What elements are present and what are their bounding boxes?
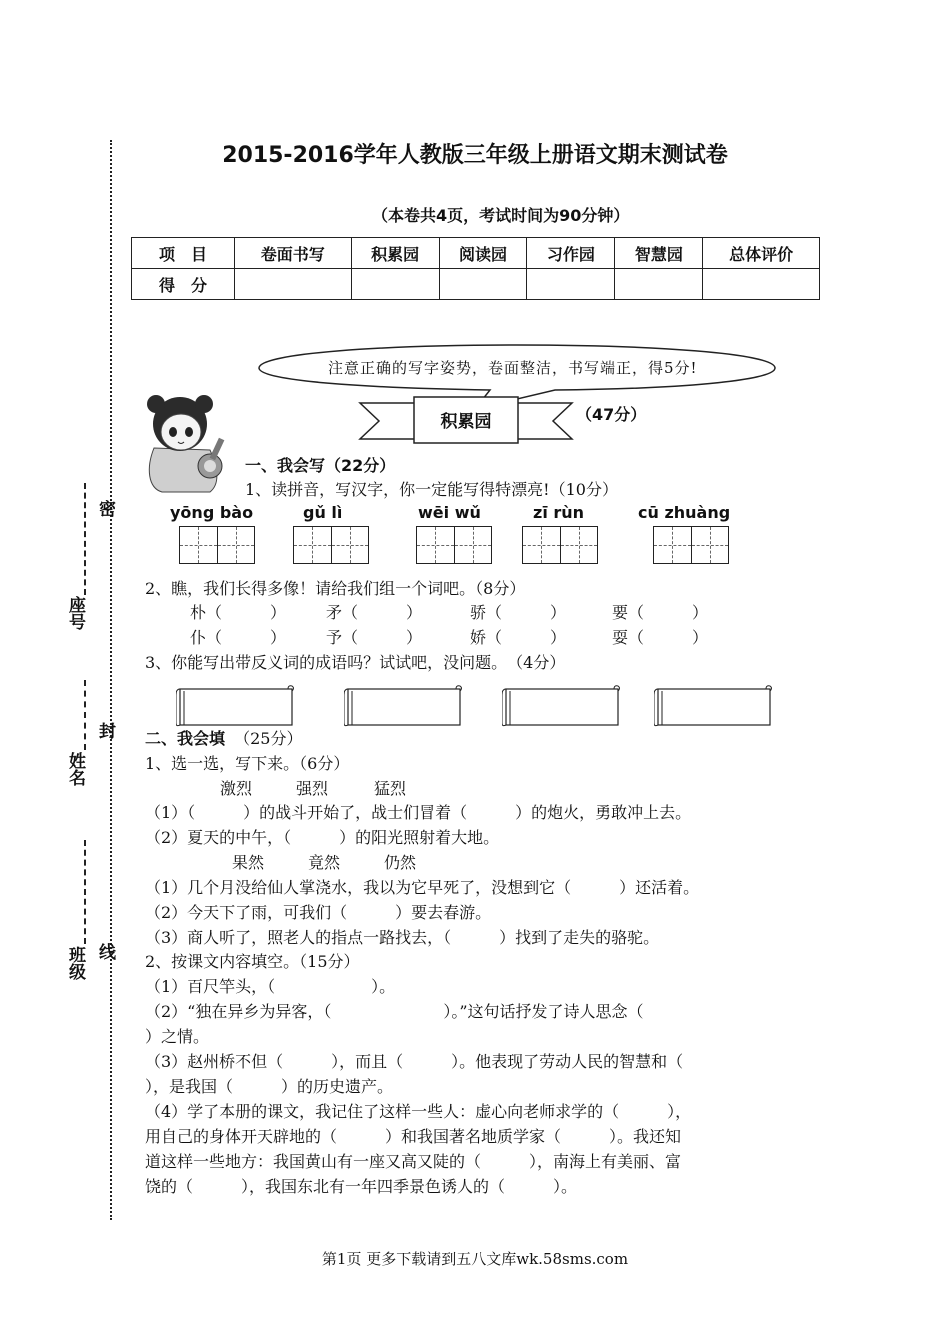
score-cell[interactable] <box>615 269 703 300</box>
char-writing-box[interactable] <box>653 526 729 564</box>
fill-line: （4）学了本册的课文，我记住了这样一些人：虚心向老师求学的（ ）， <box>145 1102 692 1121</box>
word-pair: 矛（ ） <box>326 603 423 622</box>
class-label: 班级 <box>65 946 85 980</box>
pinyin-label: cū zhuàng <box>638 503 731 522</box>
part1-q2: 2、瞧，我们长得多像！请给我们组一个词吧。（8分） <box>145 579 526 598</box>
part2-heading-points: （25分） <box>234 729 303 748</box>
word-pair: 仆（ ） <box>190 628 287 647</box>
choice-word: 竟然 <box>308 853 341 872</box>
fill-line: ），是我国（ ）的历史遗产。 <box>145 1077 394 1096</box>
score-cell[interactable] <box>351 269 439 300</box>
score-table <box>131 237 820 300</box>
score-cell[interactable] <box>703 269 820 300</box>
fill-line: 道这样一些地方：我国黄山有一座又高又陡的（ ），南海上有美丽、富 <box>145 1152 682 1171</box>
choice-word: 果然 <box>232 853 265 872</box>
fill-line: 用自己的身体开天辟地的（ ）和我国著名地质学家（ ）。我还知 <box>145 1127 682 1146</box>
score-header-cell: 项 目 <box>132 238 235 269</box>
seat-label: 座号 <box>65 596 85 630</box>
pinyin-label: gǔ lì <box>303 503 343 522</box>
name-label: 姓名 <box>65 752 85 786</box>
part1-heading: 一、我会写（22分） <box>245 456 396 475</box>
score-header-cell: 总体评价 <box>703 238 820 269</box>
word-pair: 耍（ ） <box>612 628 709 647</box>
choice-word: 激烈 <box>220 779 253 798</box>
section-banner-label: 积累园 <box>440 412 492 432</box>
score-cell[interactable] <box>235 269 352 300</box>
char-writing-box[interactable] <box>416 526 492 564</box>
idiom-scroll-box[interactable] <box>502 685 620 727</box>
speech-bubble-text: 注意正确的写字姿势，卷面整洁，书写端正，得5分! <box>328 359 698 377</box>
pinyin-label: zī rùn <box>533 503 585 522</box>
idiom-scroll-box[interactable] <box>176 685 294 727</box>
part2-heading: 二、我会填 <box>145 729 226 748</box>
part1-q3: 3、你能写出带反义词的成语吗？试试吧，没问题。 （4分） <box>145 653 566 672</box>
girl-cartoon-icon <box>140 388 232 494</box>
fill-line: （3）商人听了，照老人的指点一路找去，（ ）找到了走失的骆驼。 <box>145 928 660 947</box>
score-cell[interactable] <box>439 269 527 300</box>
char-writing-box[interactable] <box>293 526 369 564</box>
score-header-cell: 习作园 <box>527 238 615 269</box>
choice-word: 猛烈 <box>374 779 407 798</box>
idiom-scroll-box[interactable] <box>344 685 462 727</box>
score-table-header-row <box>132 238 820 269</box>
char-writing-box[interactable] <box>179 526 255 564</box>
page-footer: 第1页 更多下载请到五八文库wk.58sms.com <box>321 1250 629 1268</box>
fill-line: （2）“独在异乡为异客，（ ）。”这句话抒发了诗人思念（ <box>145 1002 644 1021</box>
idiom-scroll-box[interactable] <box>654 685 772 727</box>
fill-line: （1）百尺竿头，（ ）。 <box>145 977 396 996</box>
score-cell[interactable] <box>527 269 615 300</box>
part2-q2: 2、按课文内容填空。（15分） <box>145 952 360 971</box>
section-banner-points: （47分） <box>576 405 647 424</box>
part2-q1: 1、选一选，写下来。（6分） <box>145 754 350 773</box>
score-header-cell: 卷面书写 <box>235 238 352 269</box>
name-blank-line <box>84 680 86 750</box>
binding-dotted-line <box>110 140 112 1220</box>
word-pair: 娇（ ） <box>470 628 567 647</box>
word-pair: 骄（ ） <box>470 603 567 622</box>
pinyin-label: wēi wǔ <box>418 503 481 522</box>
fill-line: （1）几个月没给仙人掌浇水，我以为它早死了，没想到它（ ）还活着。 <box>145 878 700 897</box>
fill-line: （1）（ ）的战斗开始了，战士们冒着（ ）的炮火，勇敢冲上去。 <box>145 803 692 822</box>
score-header-cell: 积累园 <box>351 238 439 269</box>
seal-word-xian: 线 <box>95 943 115 960</box>
fill-line: （2）夏天的中午，（ ）的阳光照射着大地。 <box>145 828 500 847</box>
seal-word-feng: 封 <box>95 722 115 739</box>
page-title: 2015-2016学年人教版三年级上册语文期末测试卷 <box>222 143 728 168</box>
part1-q1: 1、读拼音，写汉字，你一定能写得特漂亮!（10分） <box>245 480 618 499</box>
seat-blank-line <box>84 483 86 595</box>
fill-line: （3）赵州桥不但（ ），而且（ ）。他表现了劳动人民的智慧和（ <box>145 1052 684 1071</box>
choice-word: 仍然 <box>384 853 417 872</box>
word-pair: 要（ ） <box>612 603 709 622</box>
word-pair: 朴（ ） <box>190 603 287 622</box>
word-pair: 予（ ） <box>326 628 423 647</box>
class-blank-line <box>84 840 86 944</box>
score-header-cell: 阅读园 <box>439 238 527 269</box>
score-header-cell: 智慧园 <box>615 238 703 269</box>
choice-word: 强烈 <box>296 779 329 798</box>
fill-line: （2）今天下了雨，可我们（ ）要去春游。 <box>145 903 492 922</box>
seal-word-mi: 密 <box>95 500 115 517</box>
score-table-score-row <box>132 269 820 300</box>
page-subtitle: （本卷共4页，考试时间为90分钟） <box>372 206 630 225</box>
fill-line: 饶的（ ），我国东北有一年四季景色诱人的（ ）。 <box>145 1177 578 1196</box>
score-row-label: 得 分 <box>132 269 235 300</box>
pinyin-label: yōng bào <box>170 503 254 522</box>
char-writing-box[interactable] <box>522 526 598 564</box>
fill-line: ）之情。 <box>145 1027 210 1046</box>
